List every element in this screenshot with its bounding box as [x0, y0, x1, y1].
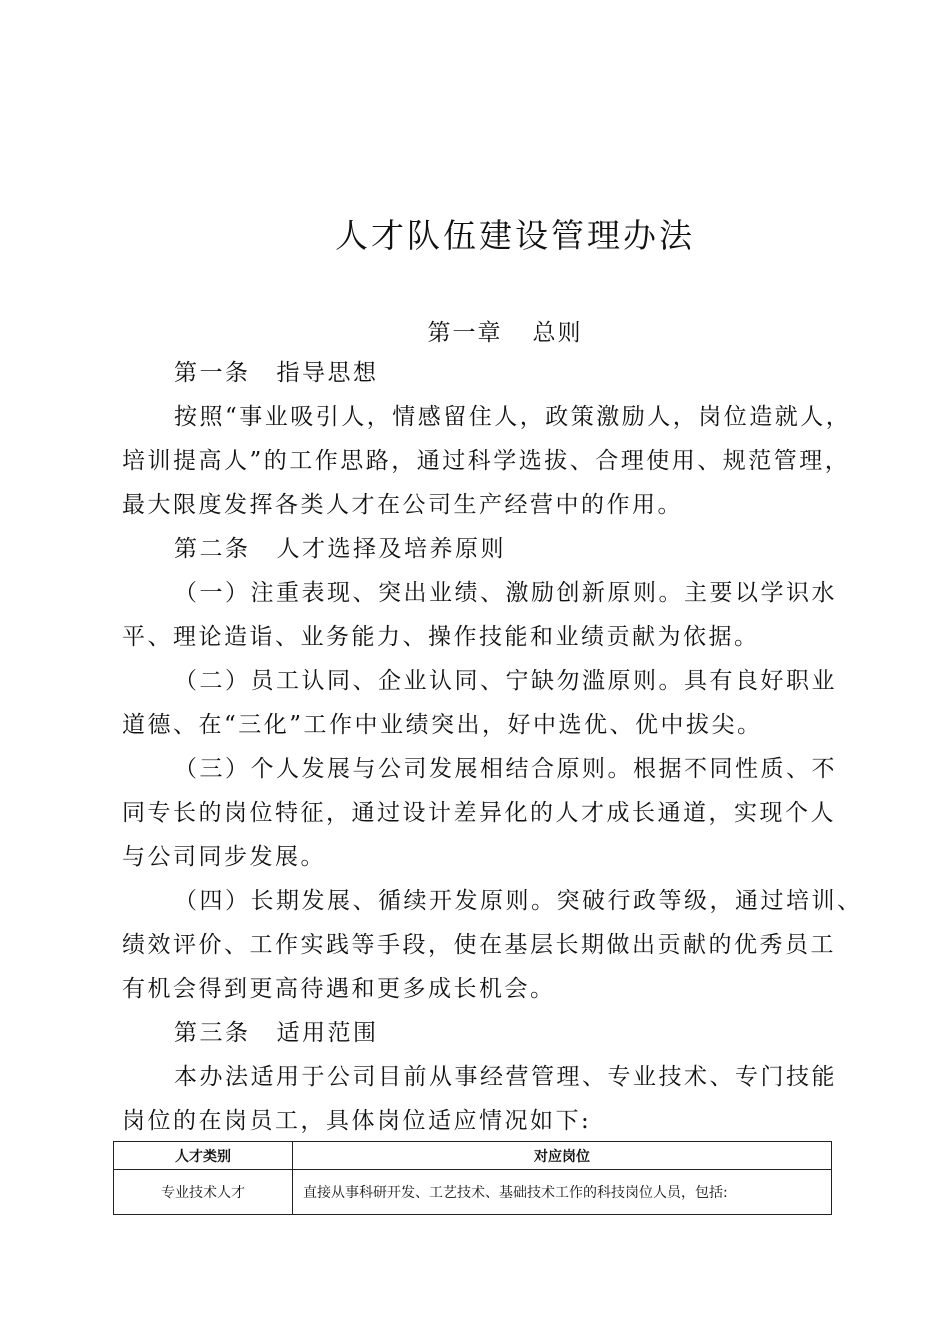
paragraph-line: 道德、在“三化”工作中业绩突出，好中选优、优中拔尖。 — [122, 712, 763, 738]
paragraph-line: 按照“事业吸引人，情感留住人，政策激励人，岗位造就人， — [174, 404, 852, 430]
table-cell-category: 专业技术人才 — [114, 1170, 293, 1215]
paragraph-line: 培训提高人”的工作思路，通过科学选拔、合理使用、规范管理， — [122, 448, 851, 474]
paragraph-line: （四）长期发展、循续开发原则。突破行政等级，通过培训、 — [174, 888, 863, 914]
paragraph-line: （二）员工认同、企业认同、宁缺勿滥原则。具有良好职业 — [174, 668, 837, 694]
table-header-category: 人才类别 — [114, 1142, 293, 1170]
paragraph-line: 同专长的岗位特征，通过设计差异化的人才成长通道，实现个人 — [122, 800, 836, 826]
article-title: 人才选择及培养原则 — [276, 536, 506, 562]
paragraph-line: 有机会得到更高待遇和更多成长机会。 — [122, 976, 556, 1002]
paragraph-line: 绩效评价、工作实践等手段，使在基层长期做出贡献的优秀员工 — [122, 932, 836, 958]
paragraph-line: （三）个人发展与公司发展相结合原则。根据不同性质、不 — [174, 756, 837, 782]
paragraph-line: 岗位的在岗员工，具体岗位适应情况如下: — [122, 1108, 592, 1134]
chapter-name: 总则 — [532, 320, 583, 346]
article-3-heading — [174, 1018, 379, 1048]
chapter-heading — [0, 314, 950, 347]
paragraph-line: 平、理论造诣、业务能力、操作技能和业绩贡献为依据。 — [122, 624, 760, 650]
table-header-position: 对应岗位 — [293, 1142, 832, 1170]
paragraph-line: 与公司同步发展。 — [122, 844, 326, 870]
position-table — [113, 1141, 832, 1215]
article-number: 第二条 — [174, 536, 251, 562]
table-row — [114, 1170, 832, 1215]
chapter-number: 第一章 — [427, 320, 503, 346]
article-2-heading — [174, 534, 506, 564]
paragraph-line: 最大限度发挥各类人才在公司生产经营中的作用。 — [122, 492, 683, 518]
article-1-heading — [174, 358, 379, 388]
article-title: 适用范围 — [276, 1020, 379, 1046]
paragraph-line: 本办法适用于公司目前从事经营管理、专业技术、专门技能 — [174, 1064, 837, 1090]
paragraph-line: （一）注重表现、突出业绩、激励创新原则。主要以学识水 — [174, 580, 837, 606]
table-cell-position: 直接从事科研开发、工艺技术、基础技术工作的科技岗位人员，包括: — [293, 1170, 832, 1215]
article-number: 第一条 — [174, 360, 251, 386]
document-title: 人才队伍建设管理办法 — [335, 216, 695, 255]
table-header-row — [114, 1142, 832, 1170]
article-number: 第三条 — [174, 1020, 251, 1046]
article-title: 指导思想 — [276, 360, 379, 386]
